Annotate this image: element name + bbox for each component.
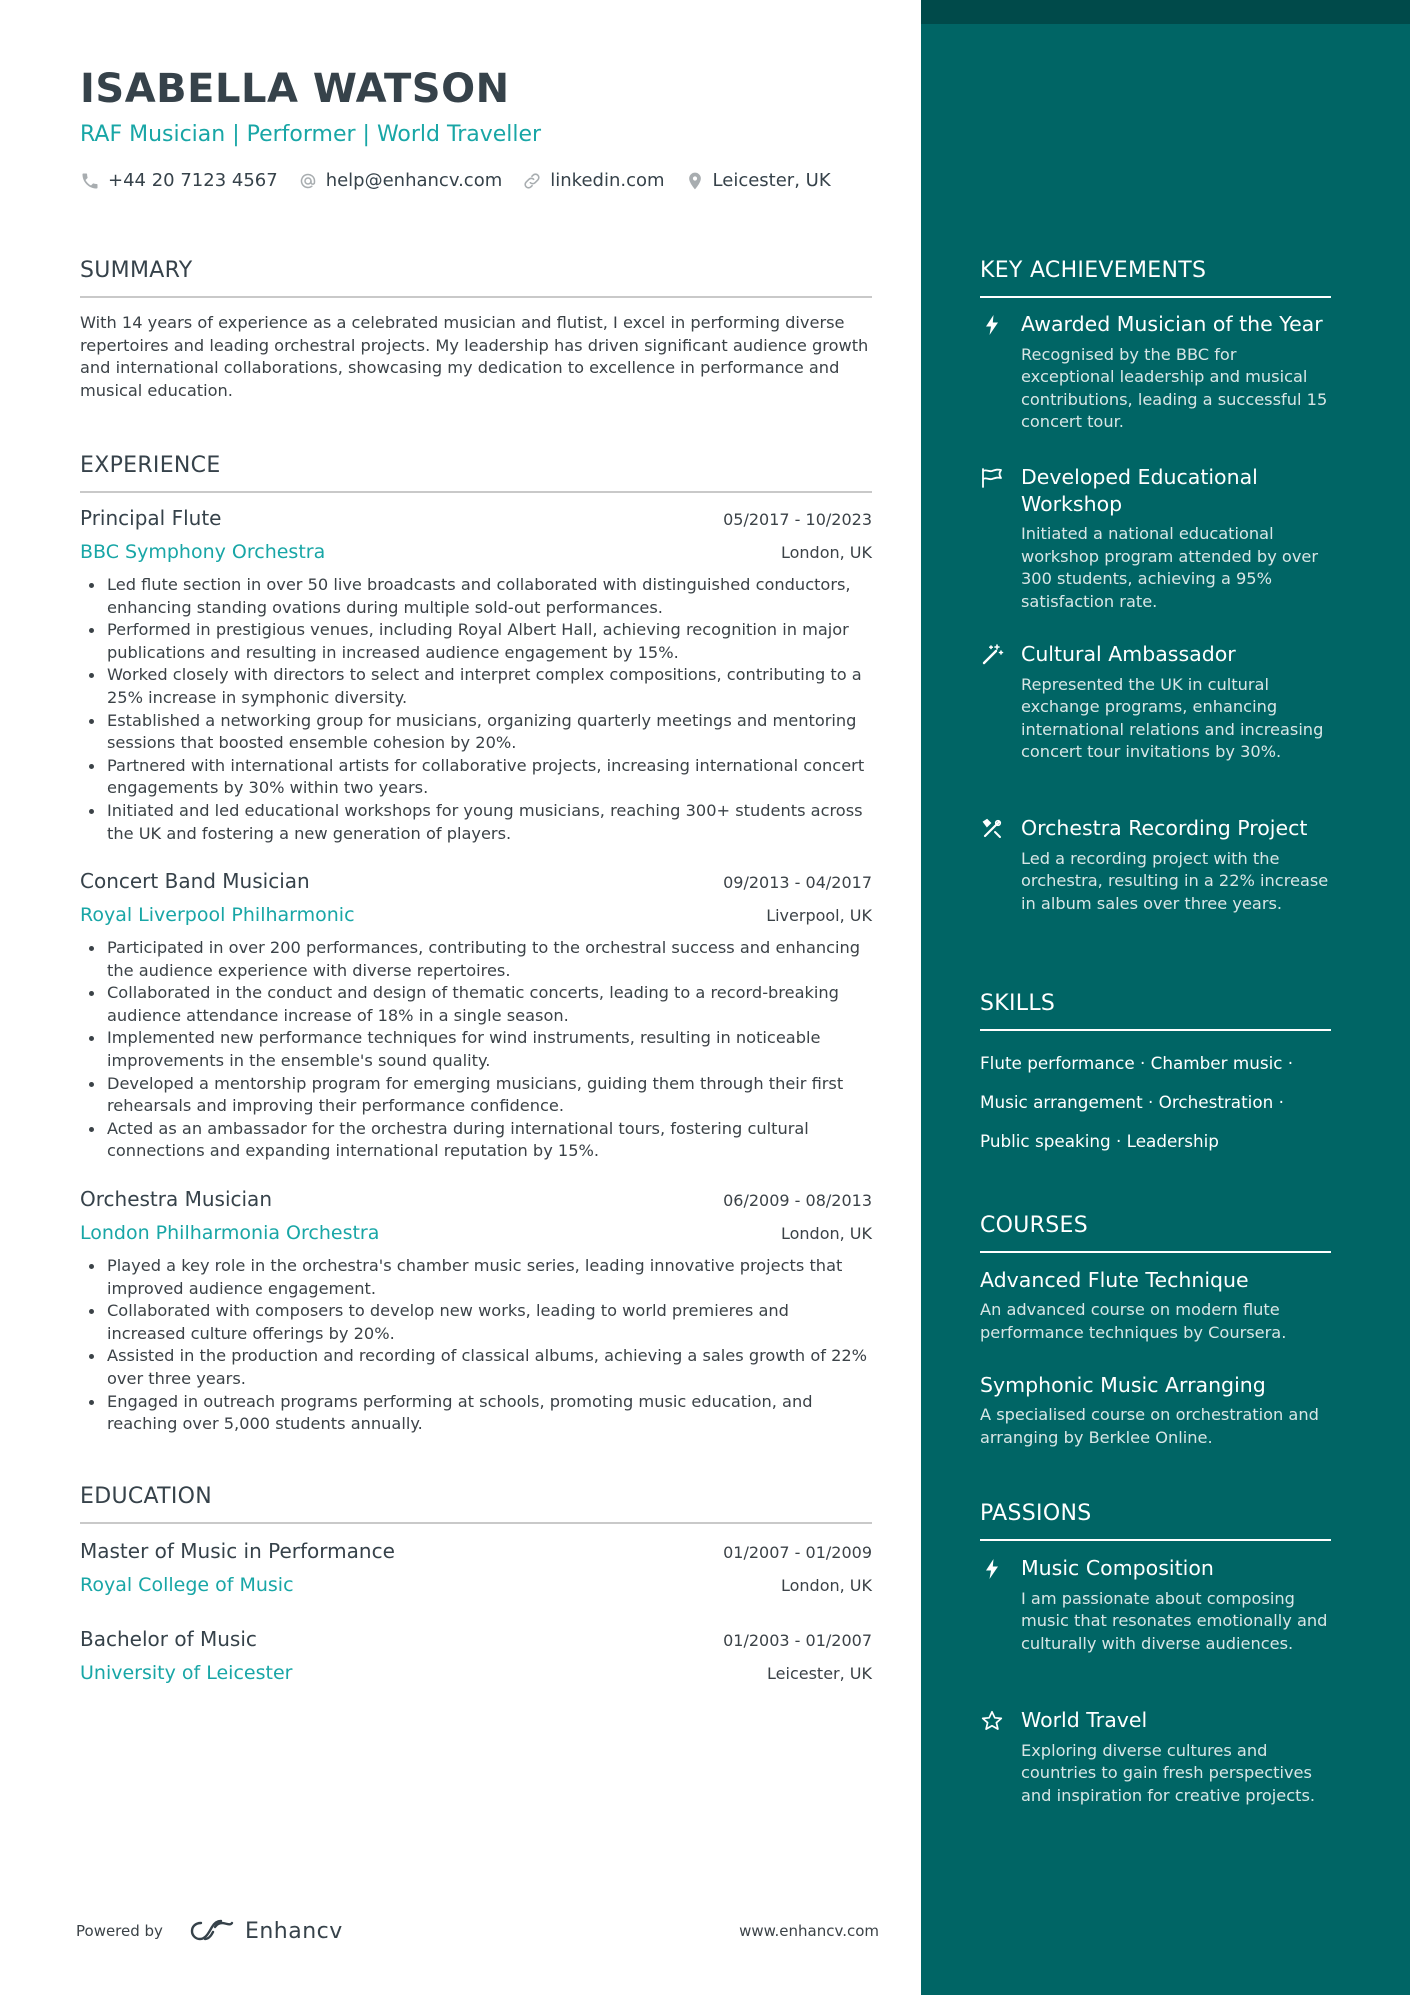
contact-email[interactable] xyxy=(298,170,503,191)
job-bullets xyxy=(80,1255,872,1436)
job-title: Principal Flute xyxy=(80,506,222,530)
link-icon xyxy=(522,171,542,191)
skills-divider xyxy=(980,1029,1331,1031)
course-title: Symphonic Music Arranging xyxy=(980,1373,1266,1397)
summary-text: With 14 years of experience as a celebrated musician and flutist, I excel in performing diverse repertoires and leading orchestral projects. My leadership has driven significant audience growth and international collaborations, showcasing my dedication to excellence in performance and musical education. xyxy=(80,313,869,400)
achievements-divider xyxy=(980,296,1331,298)
candidate-headline: RAF Musician | Performer | World Traveller xyxy=(80,122,542,147)
contact-email-text: help@enhancv.com xyxy=(325,170,503,191)
skills-list xyxy=(980,1044,1331,1161)
education-entry xyxy=(80,1539,872,1602)
courses-heading: COURSES xyxy=(980,1213,1088,1238)
skills-heading: SKILLS xyxy=(980,991,1056,1016)
magic-wand-icon xyxy=(980,643,1004,667)
job-bullet: Collaborated with composers to develop new works, leading to world premieres and increased culture offerings by 20%. xyxy=(80,1300,872,1345)
education-location: Leicester, UK xyxy=(767,1664,872,1683)
enhancv-logo-icon xyxy=(189,1919,235,1943)
education-dates: 01/2007 - 01/2009 xyxy=(723,1543,872,1562)
education-degree: Master of Music in Performance xyxy=(80,1539,395,1563)
experience-heading: EXPERIENCE xyxy=(80,453,221,478)
powered-by-label: Powered by xyxy=(76,1922,163,1940)
enhancv-brand: Enhancv xyxy=(244,1918,343,1944)
job-entry xyxy=(80,506,872,845)
passions-divider xyxy=(980,1539,1331,1541)
job-company: Royal Liverpool Philharmonic xyxy=(80,904,355,926)
course-desc: A specialised course on orchestration and arranging by Berklee Online. xyxy=(980,1405,1319,1447)
education-dates: 01/2003 - 01/2007 xyxy=(723,1631,872,1650)
achievement-desc: Recognised by the BBC for exceptional leadership and musical contributions, leading a successful 15 concert tour. xyxy=(1021,344,1328,432)
job-title: Concert Band Musician xyxy=(80,869,310,893)
lightning-icon xyxy=(980,313,1004,337)
contact-linkedin[interactable] xyxy=(522,170,664,191)
job-bullet: Implemented new performance techniques for wind instruments, resulting in noticeable improvements in the ensemble's sound quality. xyxy=(80,1027,872,1072)
course-title: Advanced Flute Technique xyxy=(980,1268,1249,1292)
achievement-item xyxy=(980,311,1331,434)
contact-bar xyxy=(80,170,851,191)
passion-desc: Exploring diverse cultures and countries to gain fresh perspectives and inspiration for creative projects. xyxy=(1021,1740,1316,1805)
job-entry xyxy=(80,869,872,1163)
job-bullet: Performed in prestigious venues, including Royal Albert Hall, achieving recognition in major publications and resulting in increased audience engagement by 15%. xyxy=(80,619,872,664)
job-bullet: Partnered with international artists for collaborative projects, increasing international concert engagements by 30% within two years. xyxy=(80,755,872,800)
job-location: Liverpool, UK xyxy=(766,906,872,925)
contact-phone[interactable] xyxy=(80,170,278,191)
job-entry xyxy=(80,1187,872,1436)
course-item xyxy=(980,1372,1331,1449)
job-bullets xyxy=(80,574,872,845)
job-dates: 05/2017 - 10/2023 xyxy=(723,510,872,529)
candidate-name: ISABELLA WATSON xyxy=(80,66,510,112)
course-desc: An advanced course on modern flute performance techniques by Coursera. xyxy=(980,1300,1287,1342)
tools-icon xyxy=(980,817,1004,841)
education-school: University of Leicester xyxy=(80,1662,293,1684)
achievement-desc: Initiated a national educational workshop program attended by over 300 students, achieving a 95% satisfaction rate. xyxy=(1021,524,1319,611)
achievement-title: Developed Educational Workshop xyxy=(1021,465,1258,516)
sidebar xyxy=(921,0,1410,1995)
job-bullet: Led flute section in over 50 live broadcasts and collaborated with distinguished conductors, enhancing standing ovations during multiple sold-out performances. xyxy=(80,574,872,619)
course-item xyxy=(980,1267,1331,1344)
achievement-title: Cultural Ambassador xyxy=(1021,642,1236,666)
job-bullets xyxy=(80,937,872,1163)
education-degree: Bachelor of Music xyxy=(80,1627,257,1651)
achievement-item xyxy=(980,464,1331,613)
job-bullet: Played a key role in the orchestra's chamber music series, leading innovative projects that improved audience engagement. xyxy=(80,1255,872,1300)
enhancv-logo[interactable] xyxy=(189,1919,343,1944)
achievement-title: Awarded Musician of the Year xyxy=(1021,312,1323,336)
summary-heading: SUMMARY xyxy=(80,258,193,283)
job-dates: 09/2013 - 04/2017 xyxy=(723,873,872,892)
job-bullet: Engaged in outreach programs performing at schools, promoting music education, and reaching over 5,000 students annually. xyxy=(80,1391,872,1436)
lightning-icon xyxy=(980,1557,1004,1581)
job-dates: 06/2009 - 08/2013 xyxy=(723,1191,872,1210)
powered-by xyxy=(76,1919,343,1944)
job-bullet: Worked closely with directors to select and interpret complex compositions, contributing to a 25% increase in symphonic diversity. xyxy=(80,664,872,709)
job-bullet: Initiated and led educational workshops for young musicians, reaching 300+ students across the UK and fostering a new generation of players. xyxy=(80,800,872,845)
job-company: BBC Symphony Orchestra xyxy=(80,541,326,563)
education-divider xyxy=(80,1522,872,1524)
phone-icon xyxy=(80,171,100,191)
location-icon xyxy=(685,171,705,191)
achievement-desc: Represented the UK in cultural exchange programs, enhancing international relations and increasing concert tour invitations by 30%. xyxy=(1021,674,1324,762)
passion-item xyxy=(980,1555,1331,1655)
job-title: Orchestra Musician xyxy=(80,1187,272,1211)
job-bullet: Developed a mentorship program for emerging musicians, guiding them through their first rehearsals and improving their performance confidence. xyxy=(80,1073,872,1118)
contact-location xyxy=(685,170,831,191)
job-location: London, UK xyxy=(780,543,872,562)
job-location: London, UK xyxy=(780,1224,872,1243)
passion-desc: I am passionate about composing music that resonates emotionally and culturally with diverse audiences. xyxy=(1021,1588,1328,1653)
passion-title: World Travel xyxy=(1021,1708,1148,1732)
footer-website[interactable]: www.enhancv.com xyxy=(739,1922,879,1940)
flag-icon xyxy=(980,466,1004,490)
contact-linkedin-text: linkedin.com xyxy=(550,170,665,191)
passion-title: Music Composition xyxy=(1021,1556,1214,1580)
skills-line: Public speaking · Leadership xyxy=(980,1131,1219,1151)
contact-phone-text: +44 20 7123 4567 xyxy=(108,170,278,191)
education-entry xyxy=(80,1627,872,1690)
job-company: London Philharmonia Orchestra xyxy=(80,1222,380,1244)
achievements-heading: KEY ACHIEVEMENTS xyxy=(980,258,1207,283)
education-school: Royal College of Music xyxy=(80,1574,294,1596)
courses-divider xyxy=(980,1251,1331,1253)
job-bullet: Assisted in the production and recording of classical albums, achieving a sales growth of 22% over three years. xyxy=(80,1345,872,1390)
passion-item xyxy=(980,1707,1331,1807)
passions-heading: PASSIONS xyxy=(980,1501,1092,1526)
star-icon xyxy=(980,1709,1004,1733)
skills-line: Flute performance · Chamber music · xyxy=(980,1053,1294,1073)
job-bullet: Established a networking group for musicians, organizing quarterly meetings and mentoring sessions that boosted ensemble cohesion by 20%. xyxy=(80,710,872,755)
achievement-desc: Led a recording project with the orchestra, resulting in a 22% increase in album sales over three years. xyxy=(1021,848,1329,913)
experience-divider xyxy=(80,491,872,493)
at-icon xyxy=(298,171,318,191)
sidebar-top-band xyxy=(921,0,1410,24)
achievement-item xyxy=(980,815,1331,915)
footer xyxy=(76,1916,879,1946)
education-heading: EDUCATION xyxy=(80,1484,213,1509)
job-bullet: Collaborated in the conduct and design of thematic concerts, leading to a record-breaking audience attendance increase of 18% in a single season. xyxy=(80,982,872,1027)
achievement-item xyxy=(980,641,1331,764)
job-bullet: Participated in over 200 performances, contributing to the orchestral success and enhancing the audience experience with diverse repertoires. xyxy=(80,937,872,982)
contact-location-text: Leicester, UK xyxy=(712,170,831,191)
job-bullet: Acted as an ambassador for the orchestra during international tours, fostering cultural connections and expanding international reputation by 15%. xyxy=(80,1118,872,1163)
education-location: London, UK xyxy=(780,1576,872,1595)
achievement-title: Orchestra Recording Project xyxy=(1021,816,1308,840)
skills-line: Music arrangement · Orchestration · xyxy=(980,1092,1284,1112)
summary-divider xyxy=(80,296,872,298)
